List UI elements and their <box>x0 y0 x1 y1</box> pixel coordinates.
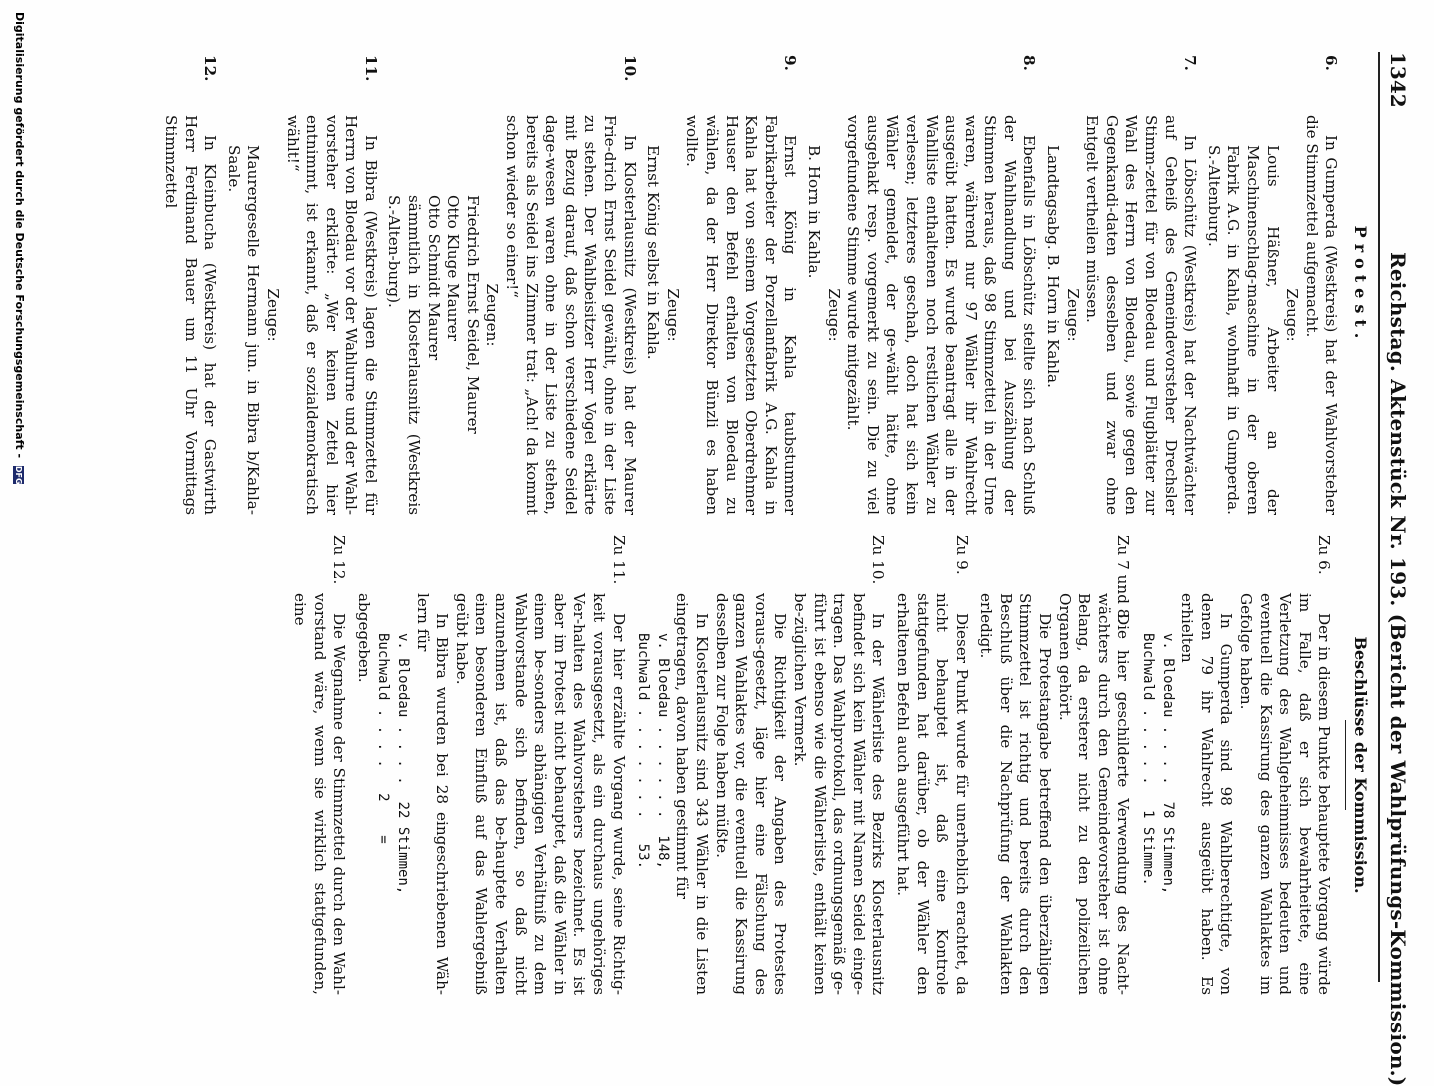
witness-label: Zeuge: <box>1283 288 1302 342</box>
commission-paragraph: In der Wählerliste des Bezirks Klosterlausnitz befindet sich kein Wähler mit Namen Seidel einge-tragen. Das Wahlprotokoll, das ordnungsgemäß ge-führt ist ebenso wie die Wählerliste, enthält keinen be-züglichen Vermerk. <box>790 593 888 995</box>
witness-label: Zeugen: <box>483 283 502 347</box>
item-number: 11. <box>361 55 380 82</box>
protest-paragraph: In Kleinbucha (Westkreis) hat der Gastwirth Herr Ferdinand Bauer um 11 Uhr Vormittags Stimmzettel <box>161 115 220 515</box>
witness-name: B. Horn in Kahla. <box>804 145 823 279</box>
vote-line: Buchwald . . . . . . . 53. <box>635 633 652 870</box>
protest-paragraph: Ebenfalls in Löbschütz stellte sich nach Schluß der Wahlhandlung und bei Auszählung der Stimmen heraus, daß 98 Stimmzettel in der Urne waren, während nur 97 Wähler ihr Wahlrecht ausgeübt hatten. Es wurde beantragt alle in der Wahlliste enthaltenen noch restlichen Wähler zu verlesen; letzteres geschah, doch hat sich kein Wähler gemeldet, der ge-wählt hätte, ohne ausgehakt resp. vorgemerkt zu sein. Die zu viel vorgefundene Stimme wurde mitgezählt. <box>844 115 1039 515</box>
witness-label: Zeuge: <box>1063 288 1082 342</box>
commission-item <box>290 535 349 995</box>
witness-name: Ernst König selbst in Kahla. <box>644 145 663 360</box>
commission-item <box>892 535 970 995</box>
witness-name: Maurergeselle Hermann jun. in Bibra b/Kahla-Saale. <box>224 145 263 515</box>
closing-word: abgegeben. <box>354 593 373 683</box>
witness-name: sämmtlich in Klosterlausnitz (Westkreis S.-Alten-burg). <box>385 195 424 515</box>
running-title: Reichstag. Aktenstück Nr. 193. (Bericht der Wahlprüfungs-Kommission.) <box>1386 252 1410 1086</box>
item-number: 12. <box>201 55 220 82</box>
commission-paragraph: In Bibra wurden bei 28 eingeschriebenen Wäh-lern für <box>413 593 452 995</box>
protest-item <box>223 55 380 515</box>
commission-paragraph: Die Richtigkeit der Angaben des Protestes voraus-gesetzt, läge hier eine Fälschung des ganzen Wahlaktes vor, die eventuell die Kassirung desselben zur Folge haben müßte. <box>712 593 790 995</box>
dfg-logo: DFG <box>14 465 24 485</box>
commission-item <box>633 535 888 995</box>
protest-paragraph: In Bibra (Westkreis) lagen die Stimmzettel für Herrn von Bloedau vor der Wahlurne und der Wahl-vorsteher erklärte: „Wer keinen Zettel hier entnimmt, ist erkannt, daß er sozialdemokratisch wählt!“ <box>283 115 380 515</box>
item-number: 8. <box>1020 55 1039 71</box>
protest-paragraph: Ernst König in Kahla taubstummer Fabrikarbeiter der Porzellanfabrik A.G. Kahla in Kahla hat von seinem Vorgesetzten Oberdrehmer Hauser den Befehl erhalten von Bloedau zu wählen, da der Herr Direktor Bünzli es haben wollte. <box>683 115 800 515</box>
witness-name: Landtagsabg. B. Horn in Kahla. <box>1044 145 1063 388</box>
item-number: Zu 7 und 8. <box>1114 535 1133 624</box>
protest-paragraph: In Klosterlausnitz (Westkreis) hat der Maurer Frie-drich Ernst Seidel gewählt, ohne in der Liste zu stehen. Der Wahlbeisitzer Herr Vogel erklärte mit Bezug darauf, daß schon verschiedene Seidel dage-wesen waren ohne in der Liste zu stehen, bereits als Seidel ins Zimmer trat: „Ach! da kommt schon wieder so einer!“ <box>503 115 639 515</box>
page-number: 1342 <box>1386 52 1410 108</box>
item-number: 7. <box>1181 55 1200 71</box>
protest-item <box>384 55 639 515</box>
commission-paragraph: Der hier erzählte Vorgang wurde, seine Richtig-keit vorausgesetzt, als ein durchaus ungehöriges Ver-halten des Wahlvorstehers bezeichnet. Es ist aber im Protest nicht behauptet, daß die Wähler in einem be-sonders abhängigen Verhältniß zu dem Wahlvorstande sich befinden, so daß nicht anzunehmen ist, daß das be-hauptete Verhalten einen besonderen Einfluß auf das Wahlergebniß geübt habe. <box>452 593 628 995</box>
witness-label: Zeuge: <box>663 288 682 342</box>
protest-title: Protest. <box>1351 225 1370 345</box>
protest-item <box>803 55 1038 515</box>
commission-paragraph: In Klosterlausnitz sind 343 Wähler in die Listen eingetragen, davon haben gestimmt für <box>673 593 711 995</box>
item-number: Zu 10. <box>869 535 888 585</box>
vote-line: Buchwald . . . . . 1 Stimme. <box>1140 633 1157 886</box>
item-number: Zu 9. <box>952 535 971 575</box>
vote-line: v. Bloedau . . . . . . 148, <box>654 633 671 870</box>
commission-item <box>353 535 627 995</box>
commission-item <box>1137 535 1333 995</box>
protest-item <box>160 55 219 515</box>
item-number: Zu 12. <box>330 535 349 585</box>
commission-paragraph: Die hier geschilderte Verwendung des Nacht-wächters durch den Gemeindevorsteher ist ohne Belang, da ersterer nicht zu den polizeilichen Organen gehört. <box>1055 593 1133 995</box>
footer-text: Digitalisierung gefördert durch die Deutsche Forschungsgemeinschaft - <box>13 12 26 459</box>
witness-name: Louis Häßner, Arbeiter an der Maschinenschlag-maschine in der oberen Fabrik A.G. in Kahla, wohnhaft in Gumperda. S.-Altenburg. <box>1204 145 1282 515</box>
protest-item <box>643 55 800 515</box>
protest-paragraph: In Löbschütz (Westkreis) hat der Nachtwächter auf Geheiß des Gemeindevorsteher Drechsler Stimm-zettel für von Bloedau und Flugblätter zur Wahl des Herrn von Bloedau, sowie gegen den Gegenkandi-daten desselben und zwar ohne Entgelt vertheilen müssen. <box>1083 115 1200 515</box>
commission-paragraph: Die Protestangabe betreffend den überzähligen Stimmzettel ist richtig und bereits durch den Beschluß über die Nachprüfung der Wahlakten erledigt. <box>977 593 1055 995</box>
witness-name: Otto Kluge Maurer <box>444 195 463 342</box>
vote-line: v. Bloedau . . . . 22 Stimmen, <box>395 633 412 895</box>
dfg-footer <box>13 0 26 1012</box>
commission-paragraph: In Gumperda sind 98 Wahlberechtigte, von denen 79 ihr Wahlrecht ausgeübt haben. Es erhielten <box>1178 593 1236 995</box>
commission-item <box>976 535 1133 995</box>
witness-name: Otto Schmidt Maurer <box>424 195 443 361</box>
item-number: 6. <box>1322 55 1341 71</box>
commission-paragraph: Die Wegnahme der Stimmzettel durch den Wahl-vorstand wäre, wenn sie wirklich stattgefunden, eine <box>291 593 349 995</box>
witness-label: Zeuge: <box>824 288 843 342</box>
commission-column <box>285 535 1372 995</box>
protest-column <box>156 55 1372 515</box>
protest-item <box>1043 55 1200 515</box>
commission-paragraph: Der in diesem Punkte behauptete Vorgang würde im Falle, daß er sich bewahrheitete, eine Verletzung des Wahlgeheimnisses bedeuten und eventuell die Kassirung des ganzen Wahlaktes im Gefolge haben. <box>1237 593 1334 995</box>
witness-name: Friedrich Ernst Seidel, Maurer <box>463 195 482 434</box>
item-number: Zu 6. <box>1315 535 1334 575</box>
commission-title: Beschlüsse der Kommission. <box>1351 636 1370 894</box>
page-header <box>1378 52 1416 1086</box>
item-number: 10. <box>620 55 639 82</box>
item-number: 9. <box>781 55 800 71</box>
title-rule <box>1345 720 1346 810</box>
vote-line: Buchwald . . . . 2 = <box>375 633 392 844</box>
witness-label: Zeuge: <box>263 288 282 342</box>
protest-item <box>1203 55 1340 515</box>
commission-paragraph: Dieser Punkt wurde für unerheblich erachtet, da nicht behauptet ist, daß eine Kontrole stattgefunden hat darüber, ob der Wähler den erhaltenen Befehl auch ausgeführt hat. <box>893 593 971 995</box>
item-number: Zu 11. <box>609 535 628 585</box>
vote-line: v. Bloedau . . . . 78 Stimmen, <box>1159 633 1176 895</box>
protest-paragraph: In Gumperda (Westkreis) hat der Wahlvorsteher die Stimmzettel aufgemacht. <box>1302 115 1341 515</box>
